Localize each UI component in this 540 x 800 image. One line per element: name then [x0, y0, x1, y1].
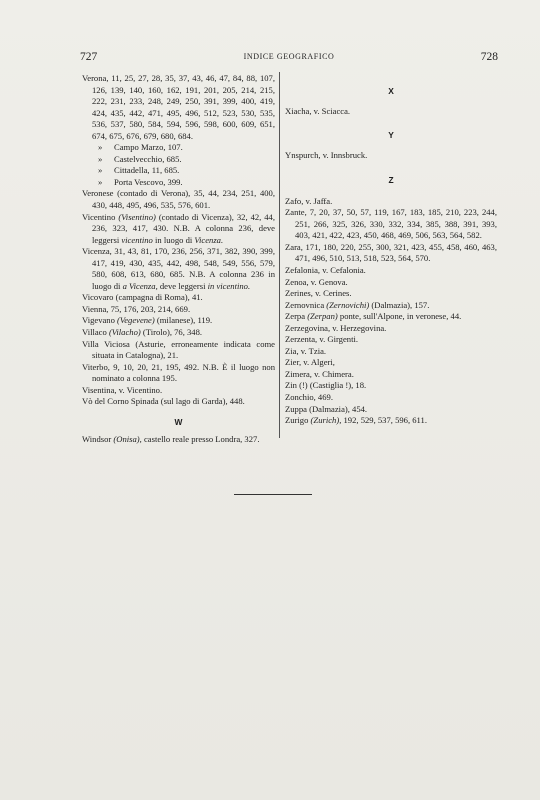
index-entry-windsor: Windsor (Onisa), castello reale presso Londra, 327. [82, 434, 260, 445]
index-entry-xiacha: Xiacha, v. Sciacca. [285, 105, 351, 116]
index-entry-zerzenta: Zerzenta, v. Girgenti. [285, 334, 359, 345]
index-entry-zin: Zin (!) (Castiglia !), 18. [285, 380, 367, 391]
running-title: INDICE GEOGRAFICO [243, 52, 335, 61]
index-subentry: » Campo Marzo, 107. [98, 142, 183, 153]
end-rule [234, 494, 312, 495]
index-entry-vicentino: Vicentino (Visentino) (contado di Vicenza), 32, 42, 44, 236, 323, 417, 430. N.B. A colonna 236, deve leggersi vicentino in luogo di Vicenza. [82, 211, 275, 245]
index-entry-vicenza: Vicenza, 31, 43, 81, 170, 236, 256, 371, 382, 390, 399, 417, 419, 430, 435, 442, 498, 548, 549, 556, 579, 580, 608, 613, 680, 685. N.B. A colonna 236 in luogo di a Vicenza, deve leggersi in vicentino. [82, 246, 275, 291]
index-entry-villa-viciosa: Villa Viciosa (Asturie, erroneamente indicata come situata in Catalogna), 21. [82, 338, 275, 361]
index-entry-villaco: Villaco (Vilacho) (Tirolo), 76, 348. [82, 327, 203, 338]
running-header [80, 51, 498, 65]
index-entry-viterbo: Viterbo, 9, 10, 20, 21, 195, 492. N.B. È il luogo non nominato a colonna 195. [82, 361, 275, 384]
index-entry-zante: Zante, 7, 20, 37, 50, 57, 119, 167, 183, 185, 210, 223, 244, 251, 266, 325, 326, 330, 332, 334, 385, 388, 391, 393, 403, 421, 422, 423, 450, 468, 469, 506, 563, 564, 582. [285, 207, 497, 241]
index-subentry: » Porta Vescovo, 399. [98, 176, 183, 187]
column-divider [279, 72, 280, 438]
index-entry-visentina: Visentina, v. Vicentino. [82, 384, 163, 395]
page-number-left: 727 [80, 51, 98, 63]
section-letter-y: Y [388, 130, 394, 141]
index-entry-vigevano: Vigevano (Vegevene) (milanese), 119. [82, 315, 213, 326]
index-subentry: » Cittadella, 11, 685. [98, 165, 180, 176]
index-entry-zurigo: Zurigo (Zurich), 192, 529, 537, 596, 611. [285, 415, 427, 426]
right-column [285, 73, 497, 427]
index-entry-verona: Verona, 11, 25, 27, 28, 35, 37, 43, 46, 47, 84, 88, 107, 126, 139, 140, 160, 162, 191, 201, 205, 214, 215, 222, 231, 233, 248, 249, 250, 391, 399, 400, 419, 424, 435, 442, 471, 495, 496, 512, 523, 530, 535, 536, 537, 580, 584, 594, 596, 598, 600, 609, 651, 674, 675, 676, 679, 680, 684. [82, 73, 275, 141]
index-entry-zerzegovina: Zerzegovina, v. Herzegovina. [285, 322, 387, 333]
left-column [82, 73, 275, 446]
index-entry-zimera: Zimera, v. Chimera. [285, 368, 354, 379]
index-subentry: » Castelvecchio, 685. [98, 153, 182, 164]
index-entry-zuppa: Zuppa (Dalmazia), 454. [285, 403, 368, 414]
index-entry-vicovaro: Vicovaro (campagna di Roma), 41. [82, 292, 203, 303]
page-number-right: 728 [480, 51, 498, 63]
index-entry-zefalonia: Zefalonia, v. Cefalonia. [285, 265, 366, 276]
index-entry-zernovnica: Zernovnica (Zernovichi) (Dalmazia), 157. [285, 299, 430, 310]
index-entry-zerines: Zerines, v. Cerines. [285, 288, 352, 299]
index-entry-veronese: Veronese (contado di Verona), 35, 44, 234, 251, 400, 430, 448, 495, 496, 535, 576, 601. [82, 188, 275, 211]
index-entry-ynspurch: Ynspurch, v. Innsbruck. [285, 149, 368, 160]
section-letter-z: Z [388, 175, 394, 186]
index-entry-vienna: Vienna, 75, 176, 203, 214, 669. [82, 303, 191, 314]
index-entry-vo: Vò del Corno Spinada (sul lago di Garda), 448. [82, 396, 245, 407]
section-letter-w: W [174, 416, 183, 427]
index-entry-zia: Zia, v. Tzia. [285, 345, 327, 356]
index-entry-zonchio: Zonchio, 469. [285, 392, 333, 403]
index-entry-zafo: Zafo, v. Jaffa. [285, 195, 333, 206]
index-entry-zier: Zier, v. Algeri, [285, 357, 335, 368]
index-entry-zerpa: Zerpa (Zerpan) ponte, sull'Alpone, in veronese, 44. [285, 311, 462, 322]
section-letter-x: X [388, 86, 394, 96]
index-entry-zenoa: Zenoa, v. Genova. [285, 276, 348, 287]
index-entry-zara: Zara, 171, 180, 220, 255, 300, 321, 423, 455, 458, 460, 463, 471, 496, 510, 513, 518, 523, 564, 570. [285, 241, 497, 264]
